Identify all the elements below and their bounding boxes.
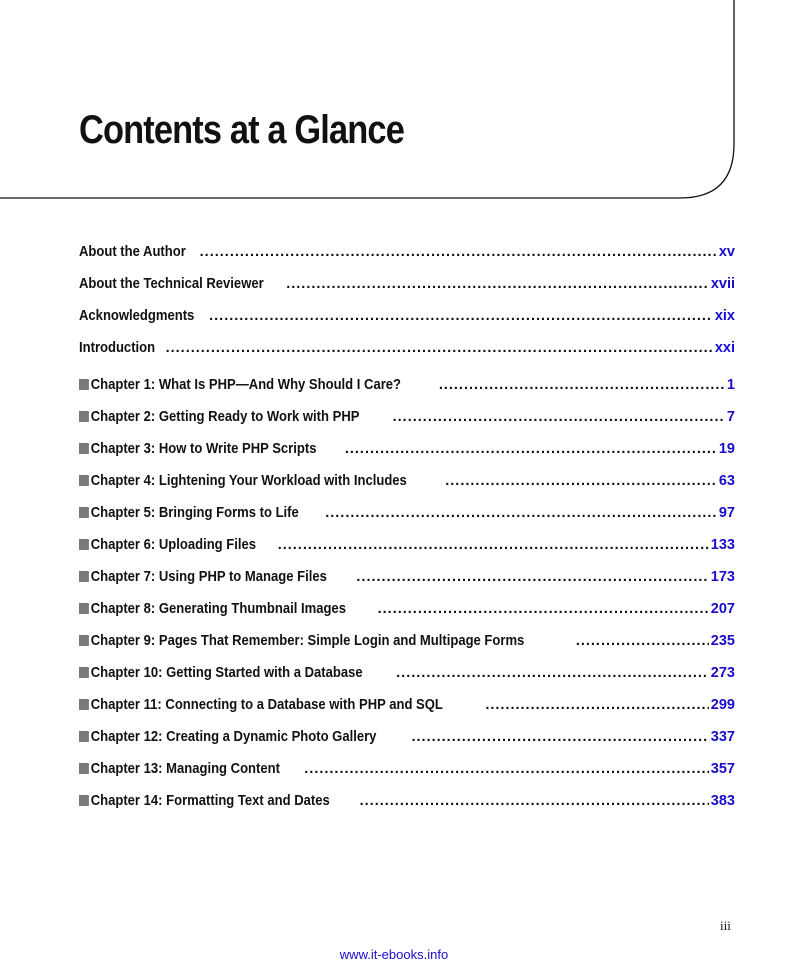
- toc-page-link[interactable]: 97: [718, 505, 735, 521]
- toc-page-link[interactable]: 299: [710, 697, 735, 713]
- chapter-list: [79, 376, 735, 824]
- toc-entry[interactable]: [79, 275, 735, 307]
- toc-page-link[interactable]: 133: [710, 537, 735, 553]
- toc-page-link[interactable]: xix: [714, 308, 735, 324]
- toc-entry-label: [79, 600, 346, 618]
- toc-entry-label: [79, 792, 330, 810]
- dot-leader: [411, 728, 708, 746]
- toc-entry-text: Chapter 1: What Is PHP—And Why Should I Care?: [90, 377, 402, 393]
- toc-page-link[interactable]: 173: [710, 569, 735, 585]
- toc-entry[interactable]: [79, 728, 735, 760]
- toc-entry-label: [79, 504, 299, 522]
- dot-leader: [304, 760, 709, 778]
- toc-entry-label: [79, 339, 155, 357]
- square-bullet-icon: [79, 795, 89, 806]
- toc-entry-text: Acknowledgments: [79, 308, 195, 324]
- toc-entry-text: About the Technical Reviewer: [79, 276, 264, 292]
- toc-entry-label: [79, 275, 264, 293]
- dot-leader: [445, 472, 717, 490]
- toc-entry-label: [79, 760, 280, 778]
- dot-leader: [378, 600, 709, 618]
- dot-leader: [209, 307, 713, 325]
- toc-entry-text: Chapter 13: Managing Content: [90, 761, 280, 777]
- square-bullet-icon: [79, 443, 89, 454]
- square-bullet-icon: [79, 571, 89, 582]
- square-bullet-icon: [79, 539, 89, 550]
- toc-entry-label: [79, 440, 316, 458]
- header-frame: [0, 0, 788, 210]
- toc-entry-text: Chapter 6: Uploading Files: [90, 537, 257, 553]
- square-bullet-icon: [79, 731, 89, 742]
- dot-leader: [360, 792, 709, 810]
- toc-entry-label: [79, 536, 256, 554]
- page-title: Contents at a Glance: [79, 108, 404, 152]
- dot-leader: [485, 696, 708, 714]
- toc-page-link[interactable]: 383: [710, 793, 735, 809]
- square-bullet-icon: [79, 507, 89, 518]
- toc-entry[interactable]: [79, 408, 735, 440]
- dot-leader: [325, 504, 717, 522]
- toc-page-link[interactable]: 7: [726, 409, 735, 425]
- toc-page-link[interactable]: 235: [710, 633, 735, 649]
- toc-entry[interactable]: [79, 243, 735, 275]
- square-bullet-icon: [79, 763, 89, 774]
- toc-entry-label: [79, 568, 327, 586]
- header-border: [0, 0, 788, 210]
- square-bullet-icon: [79, 475, 89, 486]
- toc-page-link[interactable]: xv: [718, 244, 735, 260]
- toc-entry[interactable]: [79, 440, 735, 472]
- toc-entry-text: Chapter 12: Creating a Dynamic Photo Gallery: [90, 729, 377, 745]
- toc-entry-text: Chapter 10: Getting Started with a Database: [90, 665, 363, 681]
- toc-entry[interactable]: [79, 632, 735, 664]
- toc-page-link[interactable]: 1: [726, 377, 735, 393]
- toc-page-link[interactable]: 207: [710, 601, 735, 617]
- toc-entry[interactable]: [79, 664, 735, 696]
- dot-leader: [393, 408, 725, 426]
- dot-leader: [396, 664, 709, 682]
- toc-entry[interactable]: [79, 568, 735, 600]
- toc-entry-text: Chapter 8: Generating Thumbnail Images: [90, 601, 346, 617]
- toc-page-link[interactable]: 19: [718, 441, 735, 457]
- square-bullet-icon: [79, 667, 89, 678]
- toc-page-link[interactable]: 63: [718, 473, 735, 489]
- toc-entry-text: Chapter 3: How to Write PHP Scripts: [90, 441, 317, 457]
- toc-entry[interactable]: [79, 760, 735, 792]
- toc-entry-text: About the Author: [79, 244, 186, 260]
- toc-entry[interactable]: [79, 536, 735, 568]
- toc-entry-label: [79, 376, 401, 394]
- toc-entry-text: Chapter 9: Pages That Remember: Simple Login and Multipage Forms: [90, 633, 525, 649]
- table-of-contents: [79, 243, 735, 824]
- toc-entry-label: [79, 472, 407, 490]
- toc-entry-text: Chapter 4: Lightening Your Workload with Includes: [90, 473, 407, 489]
- dot-leader: [439, 376, 725, 394]
- square-bullet-icon: [79, 635, 89, 646]
- dot-leader: [278, 536, 709, 554]
- toc-entry-text: Chapter 5: Bringing Forms to Life: [90, 505, 299, 521]
- toc-entry-text: Chapter 7: Using PHP to Manage Files: [90, 569, 327, 585]
- square-bullet-icon: [79, 699, 89, 710]
- footer-link[interactable]: www.it-ebooks.info: [339, 947, 449, 962]
- toc-entry-label: [79, 664, 363, 682]
- toc-entry[interactable]: [79, 376, 735, 408]
- dot-leader: [200, 243, 717, 261]
- toc-entry[interactable]: [79, 696, 735, 728]
- dot-leader: [286, 275, 709, 293]
- dot-leader: [356, 568, 708, 586]
- toc-entry[interactable]: [79, 472, 735, 504]
- toc-entry-text: Chapter 14: Formatting Text and Dates: [90, 793, 330, 809]
- front-matter-list: [79, 243, 735, 371]
- toc-entry[interactable]: [79, 600, 735, 632]
- toc-entry-label: [79, 408, 359, 426]
- toc-entry-text: Introduction: [79, 340, 156, 356]
- dot-leader: [166, 339, 713, 357]
- toc-page-link[interactable]: xvii: [710, 276, 735, 292]
- dot-leader: [576, 632, 709, 650]
- page-number: iii: [720, 918, 731, 933]
- dot-leader: [345, 440, 717, 458]
- toc-entry-label: [79, 632, 524, 650]
- toc-entry-text: Chapter 2: Getting Ready to Work with PHP: [90, 409, 360, 425]
- toc-entry[interactable]: [79, 504, 735, 536]
- toc-entry-label: [79, 307, 194, 325]
- toc-entry-label: [79, 696, 443, 714]
- toc-entry[interactable]: [79, 339, 735, 371]
- square-bullet-icon: [79, 379, 89, 390]
- toc-page-link[interactable]: xxi: [714, 340, 735, 356]
- toc-page-link[interactable]: 337: [710, 729, 735, 745]
- toc-entry-text: Chapter 11: Connecting to a Database with PHP and SQL: [90, 697, 443, 713]
- square-bullet-icon: [79, 411, 89, 422]
- toc-entry-label: [79, 728, 376, 746]
- square-bullet-icon: [79, 603, 89, 614]
- toc-entry-label: [79, 243, 186, 261]
- toc-page-link[interactable]: 273: [710, 665, 735, 681]
- toc-entry[interactable]: [79, 307, 735, 339]
- toc-entry[interactable]: [79, 792, 735, 824]
- toc-page-link[interactable]: 357: [710, 761, 735, 777]
